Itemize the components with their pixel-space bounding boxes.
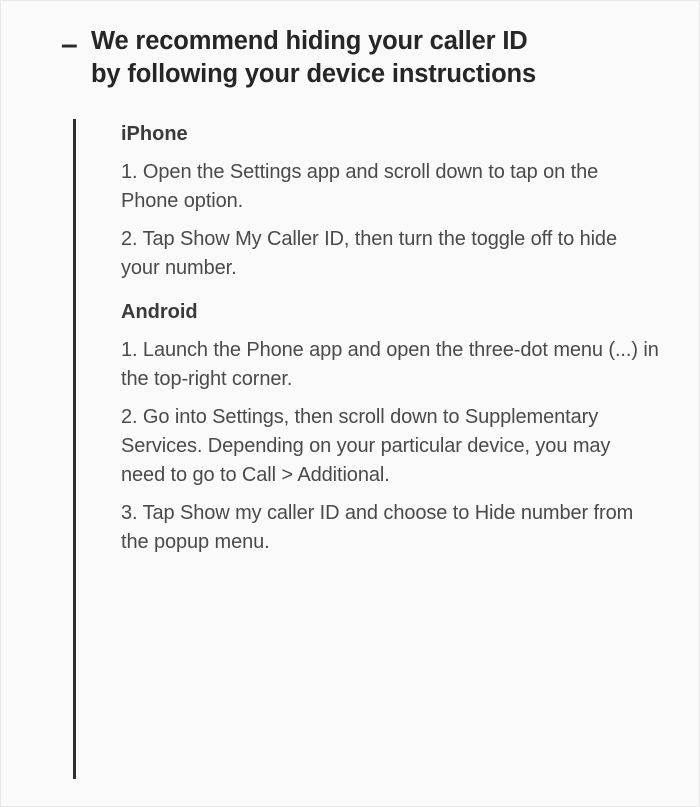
iphone-step-1: 1. Open the Settings app and scroll down to tap on the Phone option. bbox=[121, 160, 599, 212]
page-title-line-1: We recommend hiding your caller ID bbox=[91, 27, 528, 55]
section-heading-android: Android bbox=[121, 300, 198, 323]
section-heading-iphone: iPhone bbox=[121, 122, 188, 145]
card-header bbox=[1, 23, 659, 91]
collapse-toggle-icon[interactable]: – bbox=[61, 28, 78, 61]
android-step-1: 1. Launch the Phone app and open the three-dot menu (...) in the top-right corner. bbox=[121, 338, 659, 390]
instructions-content bbox=[76, 119, 659, 779]
page-title-line-2: by following your device instructions bbox=[91, 59, 537, 88]
iphone-step-2: 2. Tap Show My Caller ID, then turn the toggle off to hide your number. bbox=[121, 227, 617, 279]
android-step-2: 2. Go into Settings, then scroll down to Supplementary Services. Depending on your particular device, you may need to go to Call > Additional. bbox=[121, 405, 611, 486]
page-title bbox=[91, 23, 659, 91]
card-body bbox=[1, 119, 659, 779]
android-step-3: 3. Tap Show my caller ID and choose to Hide number from the popup menu. bbox=[121, 501, 634, 553]
